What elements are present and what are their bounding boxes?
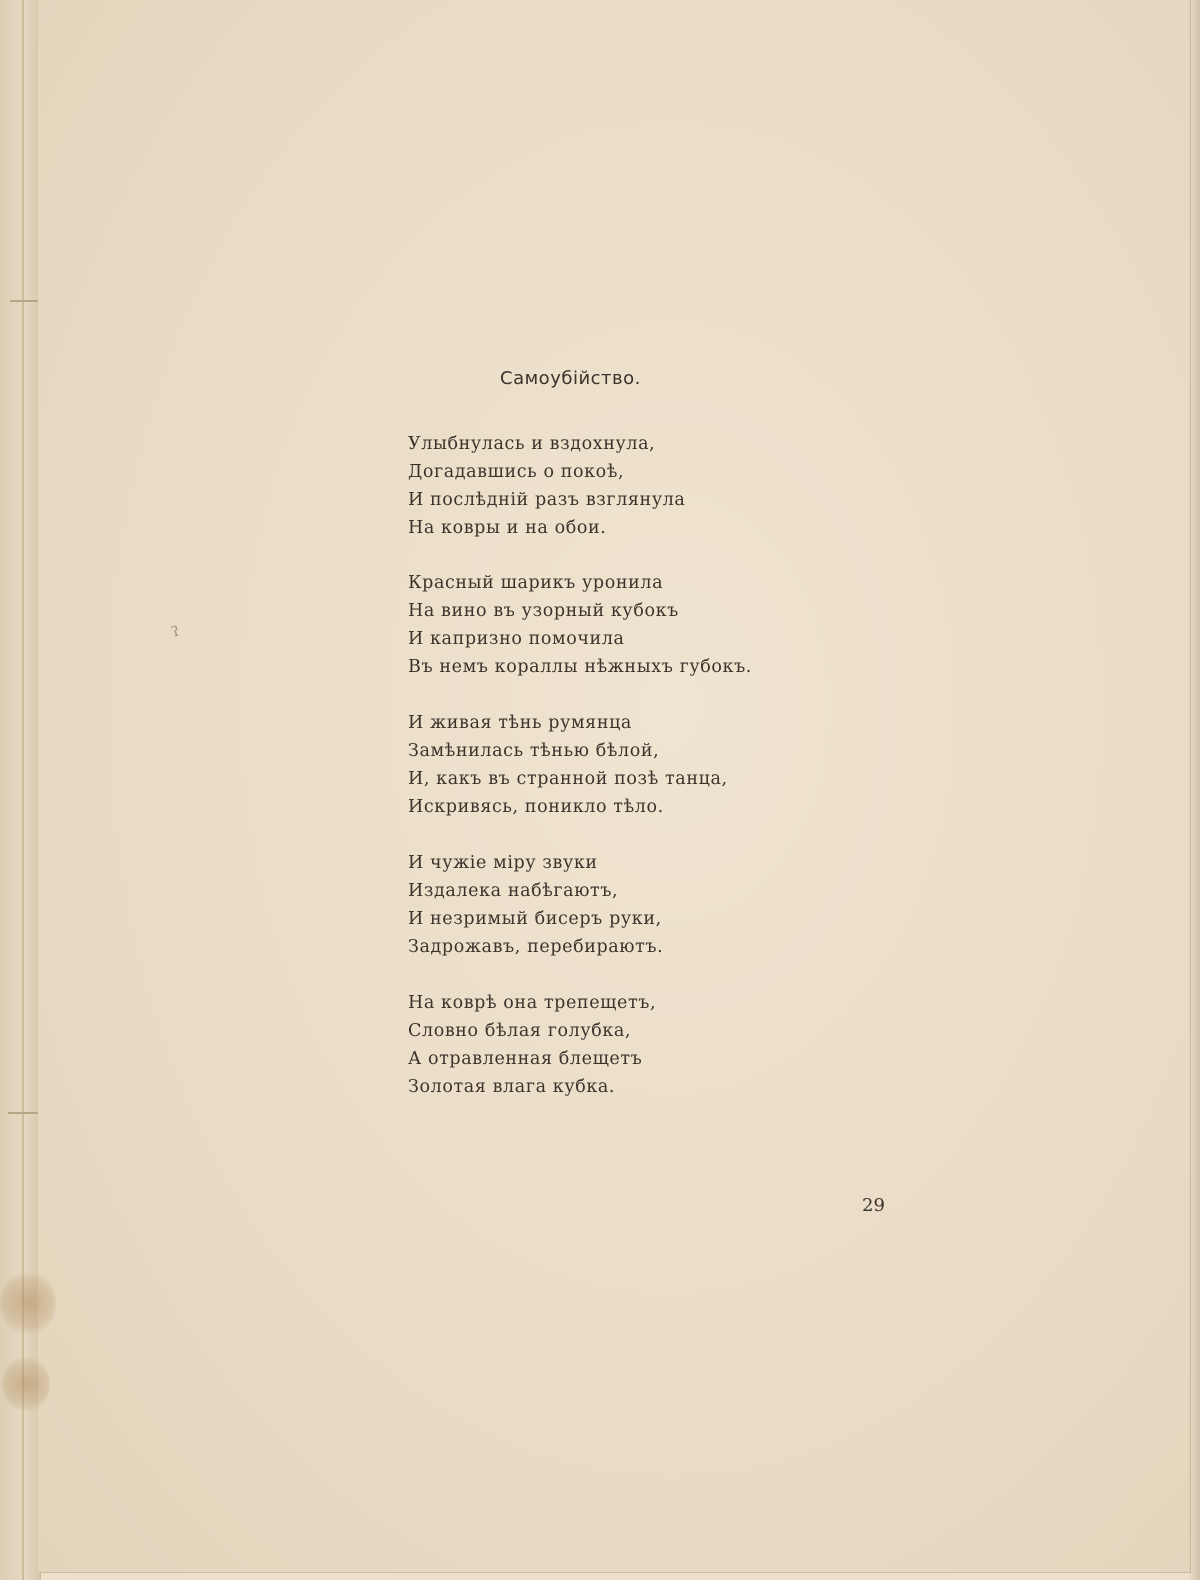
poem-title: Самоубійство. [500,368,641,389]
poem-line: И, какъ въ странной позѣ танца, [408,769,728,789]
poem-line: И незримый бисеръ руки, [408,909,662,929]
poem-line: Замѣнилась тѣнью бѣлой, [408,741,660,761]
poem-line: И чужіе міру звуки [408,853,598,873]
poem-line: Словно бѣлая голубка, [408,1021,632,1041]
poem-line: И послѣдній разъ взглянула [408,490,686,510]
poem-line: На вино въ узорный кубокъ [408,601,679,621]
paper-stain [0,1270,56,1336]
poem-line: И живая тѣнь румянца [408,713,632,733]
stanza-1 [408,430,685,542]
stanza-4 [408,849,663,961]
previous-page-edge [0,0,41,1580]
poem-line: Золотая влага кубка. [408,1077,616,1097]
poem-line: Въ немъ кораллы нѣжныхъ губокъ. [408,657,752,677]
stanza-2 [408,569,752,681]
poem-line: Издалека набѣгаютъ, [408,881,619,901]
poem-line: На ковры и на обои. [408,518,607,538]
poem-line: И капризно помочила [408,629,625,649]
poem-line: А отравленная блещетъ [408,1049,643,1069]
stanza-5 [408,989,656,1101]
page-edge-shadow [1188,0,1200,1580]
page-number: 29 [862,1195,885,1216]
binding-fold [22,0,24,1580]
poem-line: Красный шарикъ уронила [408,573,664,593]
poem-line: Улыбнулась и вздохнула, [408,434,656,454]
paper-stain [2,1355,50,1413]
poem-line: Задрожавъ, перебираютъ. [408,937,664,957]
pencil-mark: ʔ [169,623,183,641]
poem-line: Искривясь, поникло тѣло. [408,797,664,817]
stanza-3 [408,709,728,821]
poem-line: Догадавшись о покоѣ, [408,462,625,482]
poem-line: На коврѣ она трепещетъ, [408,993,657,1013]
